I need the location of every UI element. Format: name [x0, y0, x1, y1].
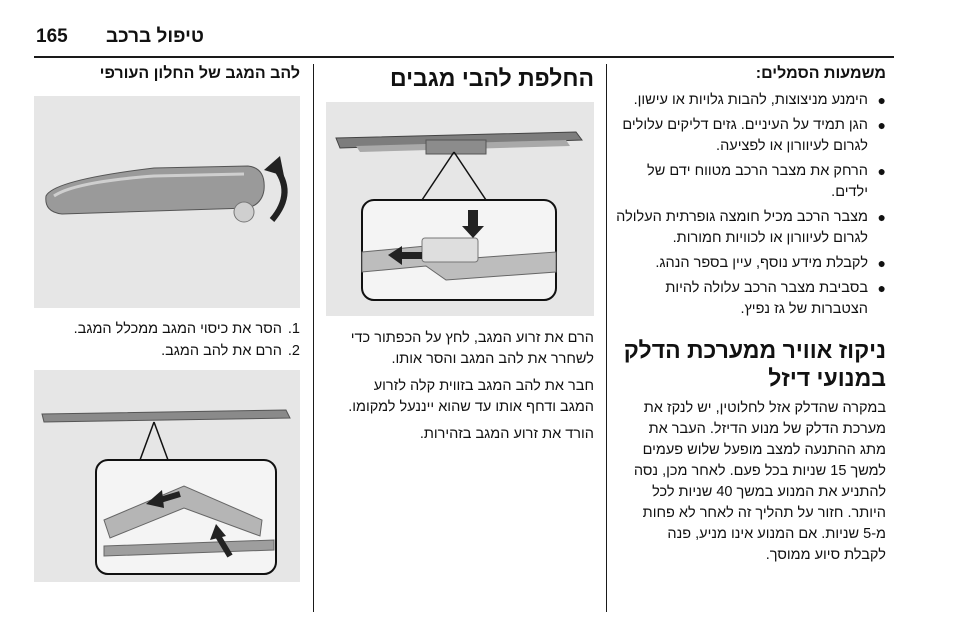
rear-wiper-column: [34, 64, 300, 582]
step-item: 2. הרם את להב המגב.: [161, 343, 300, 359]
symbol-item: ● מצבר הרכב מכיל חומצה גופרתית העלולה לגרום לעיוורון או לכוויות חמורות.: [616, 209, 886, 246]
rear-wiper-cover-illustration: [34, 96, 300, 308]
chapter-title: טיפול ברכב: [106, 26, 204, 47]
column-divider-right: [606, 64, 607, 612]
page-number: 165: [36, 26, 68, 47]
bullet-icon: ●: [877, 163, 886, 179]
symbol-item: ● בסביבת מצבר הרכב עלולה להיות הצטברות של גז נפיץ.: [665, 280, 886, 317]
rear-wiper-steps: [34, 318, 300, 362]
diesel-bleed-body: במקרה שהדלק אזל לחלוטין, יש לנקז את מערכת הדלק של מנוע הדיזל. העבר את מתג ההתנעה למצב מופעל שלוש פעמים למשך 15 שניות בכל פעם. לאחר מכן, נסה להתניע את המנוע במשך 40 שניות לכל היותר. חזור על תהליך זה לאחר לא פחות מ-5 שניות. אם המנוע אינו מניע, פנה לקבלת סיוע ממוסך.: [633, 400, 886, 563]
step-item: 1. הסר את כיסוי המגב ממכלל המגב.: [73, 321, 300, 337]
bullet-icon: ●: [877, 92, 886, 108]
column-divider-left: [313, 64, 314, 612]
rear-wiper-title: להב המגב של החלון העורפי: [99, 65, 300, 82]
wiper-replace-title: החלפת להבי מגבים: [389, 65, 594, 91]
header-rule: [34, 56, 894, 58]
symbol-item: ● הרחק את מצבר הרכב מטווח ידם של ילדים.: [647, 163, 886, 200]
symbol-item: ● הגן תמיד על העיניים. גזים דליקים עלולים לגרום לעיוורון או לפציעה.: [622, 117, 886, 154]
wiper-blade-column: [326, 64, 594, 445]
symbols-title: משמעות הסמלים:: [755, 65, 886, 82]
bullet-icon: ●: [877, 117, 886, 133]
page-header: [0, 0, 960, 56]
symbol-item: ● לקבלת מידע נוסף, עיין בספר הנהג.: [612, 253, 886, 274]
bullet-icon: ●: [877, 255, 886, 271]
symbols-list: [612, 90, 886, 320]
diesel-bleed-heading: ניקוז אוויר ממערכת הדלק במנועי דיזל: [623, 337, 886, 391]
wiper-blade-release-illustration: [326, 102, 594, 316]
symbol-item: ● הימנע מניצוצות, להבות גלויות או עישון.: [612, 90, 886, 111]
bullet-icon: ●: [877, 209, 886, 225]
symbols-column: [612, 64, 886, 566]
rear-wiper-blade-illustration: [34, 370, 300, 582]
wiper-replace-body: הרם את זרוע המגב, לחץ על הכפתור כדי לשחרר את להב המגב והסר אותו. חבר את להב המגב בזווית קלה לזרוע המגב ודחף אותו עד שהוא ייננעל למקומו. הורד את זרוע המגב בזהירות.: [348, 330, 594, 442]
bullet-icon: ●: [877, 280, 886, 296]
